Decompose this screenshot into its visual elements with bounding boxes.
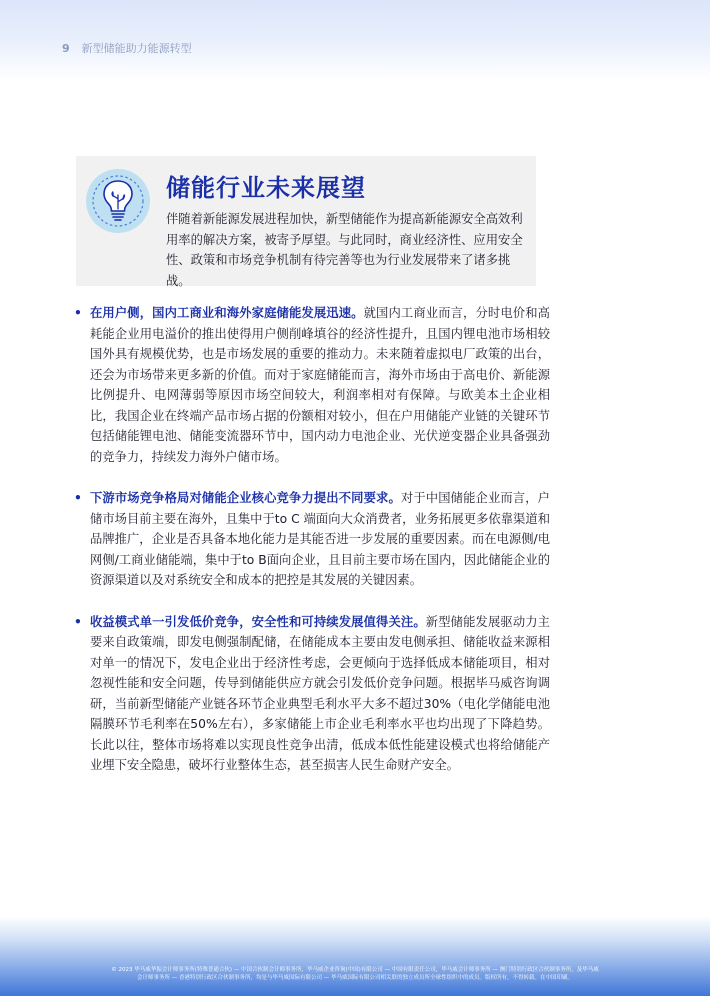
footer-legal-line: © 2023 毕马威华振会计师事务所(特殊普通合伙) — 中国合伙制会计师事务所，毕马威企业咨询(中国)有限公司 — 中国有限责任公司，毕马威会计师事务所 — 澳门特别行政区合伙制事务所，及毕马威 xyxy=(111,967,599,973)
running-title: 新型储能助力能源转型 xyxy=(81,42,192,55)
bullet-text: 新型储能发展驱动力主要来自政策端，即发电侧强制配储，在储能成本主要由发电侧承担、储能收益来源相对单一的情况下，发电企业出于经济性考虑，会更倾向于选择低成本储能项目，相对忽视性能和安全问题，传导到储能供应方就会引发低价竞争问题。根据毕马威咨询调研，当前新型储能产业链各环节企业典型毛利水平大多不超过30%（电化学储能电池隔膜环节毛利率在50%左右），多家储能上市企业毛利率水平也均出现了下降趋势。长此以往，整体市场将难以实现良性竞争出清，低成本低性能建设模式也将给储能产业埋下安全隐患，破坏行业整体生态，甚至损害人民生命财产安全。 xyxy=(90,614,550,772)
bullet-text: 就国内工商业而言，分时电价和高耗能企业用电溢价的推出使得用户侧削峰填谷的经济性提升，且国内锂电池市场相较国外具有规模优势，也是市场发展的重要的推动力。未来随着虚拟电厂政策的出台，还会为市场带来更多新的价值。而对于家庭储能而言，海外市场由于高电价、新能源比例提升、电网薄弱等原因市场空间较大，利润率相对有保障。与欧美本土企业相比，我国企业在终端产品市场占据的份额相对较小，但在户用储能产业链的关键环节包括储能锂电池、储能变流器环节中，国内动力电池企业、光伏逆变器企业具备强劲的竞争力，持续发力海外户储市场。 xyxy=(90,306,550,464)
bullet-lead: 下游市场竞争格局对储能企业核心竞争力提出不同要求。 xyxy=(90,491,401,505)
bullet-lead: 收益模式单一引发低价竞争，安全性和可持续发展值得关注。 xyxy=(90,614,426,629)
bullet-list xyxy=(72,303,550,797)
bullet-marker: • xyxy=(74,306,82,320)
bullet-lead: 在用户侧，国内工商业和海外家庭储能发展迅速。 xyxy=(90,306,364,320)
bullet-item xyxy=(72,612,550,776)
bullet-text: 对于中国储能企业而言，户储市场目前主要在海外，且集中于to C 端面向大众消费者，业务拓展更多依靠渠道和品牌推广，企业是否具备本地化能力是其能否进一步发展的重要因素。而在电源侧/电网侧/工商业储能端，集中于to B面向企业，且目前主要市场在国内，因此储能企业的资源渠道以及对系统安全和成本的把控是其发展的关键因素。 xyxy=(90,491,550,587)
footer-legal-line: 会计师事务所 — 香港特别行政区合伙制事务所，均是与毕马威国际有限公司 — 毕马威国际有限公司相关联的独立成员所全球性组织中的成员。版权所有，不得转载。在中国印刷。 xyxy=(137,975,573,981)
bullet-item xyxy=(72,488,550,591)
footer-legal xyxy=(80,966,630,982)
callout-body: 伴随着新能源发展进程加快，新型储能作为提高新能源安全高效利用率的解决方案，被寄予厚望。与此同时，商业经济性、应用安全性、政策和市场竞争机制有待完善等也为行业发展带来了诸多挑战。 xyxy=(166,212,523,288)
bullet-marker: • xyxy=(74,491,82,505)
bullet-item xyxy=(72,303,550,467)
callout-title: 储能行业未来展望 xyxy=(166,174,366,202)
page-number: 9 xyxy=(62,41,70,55)
footer-band xyxy=(0,916,710,996)
page-header xyxy=(62,40,192,56)
lightbulb-icon xyxy=(84,167,152,235)
bullet-marker: • xyxy=(74,614,82,629)
